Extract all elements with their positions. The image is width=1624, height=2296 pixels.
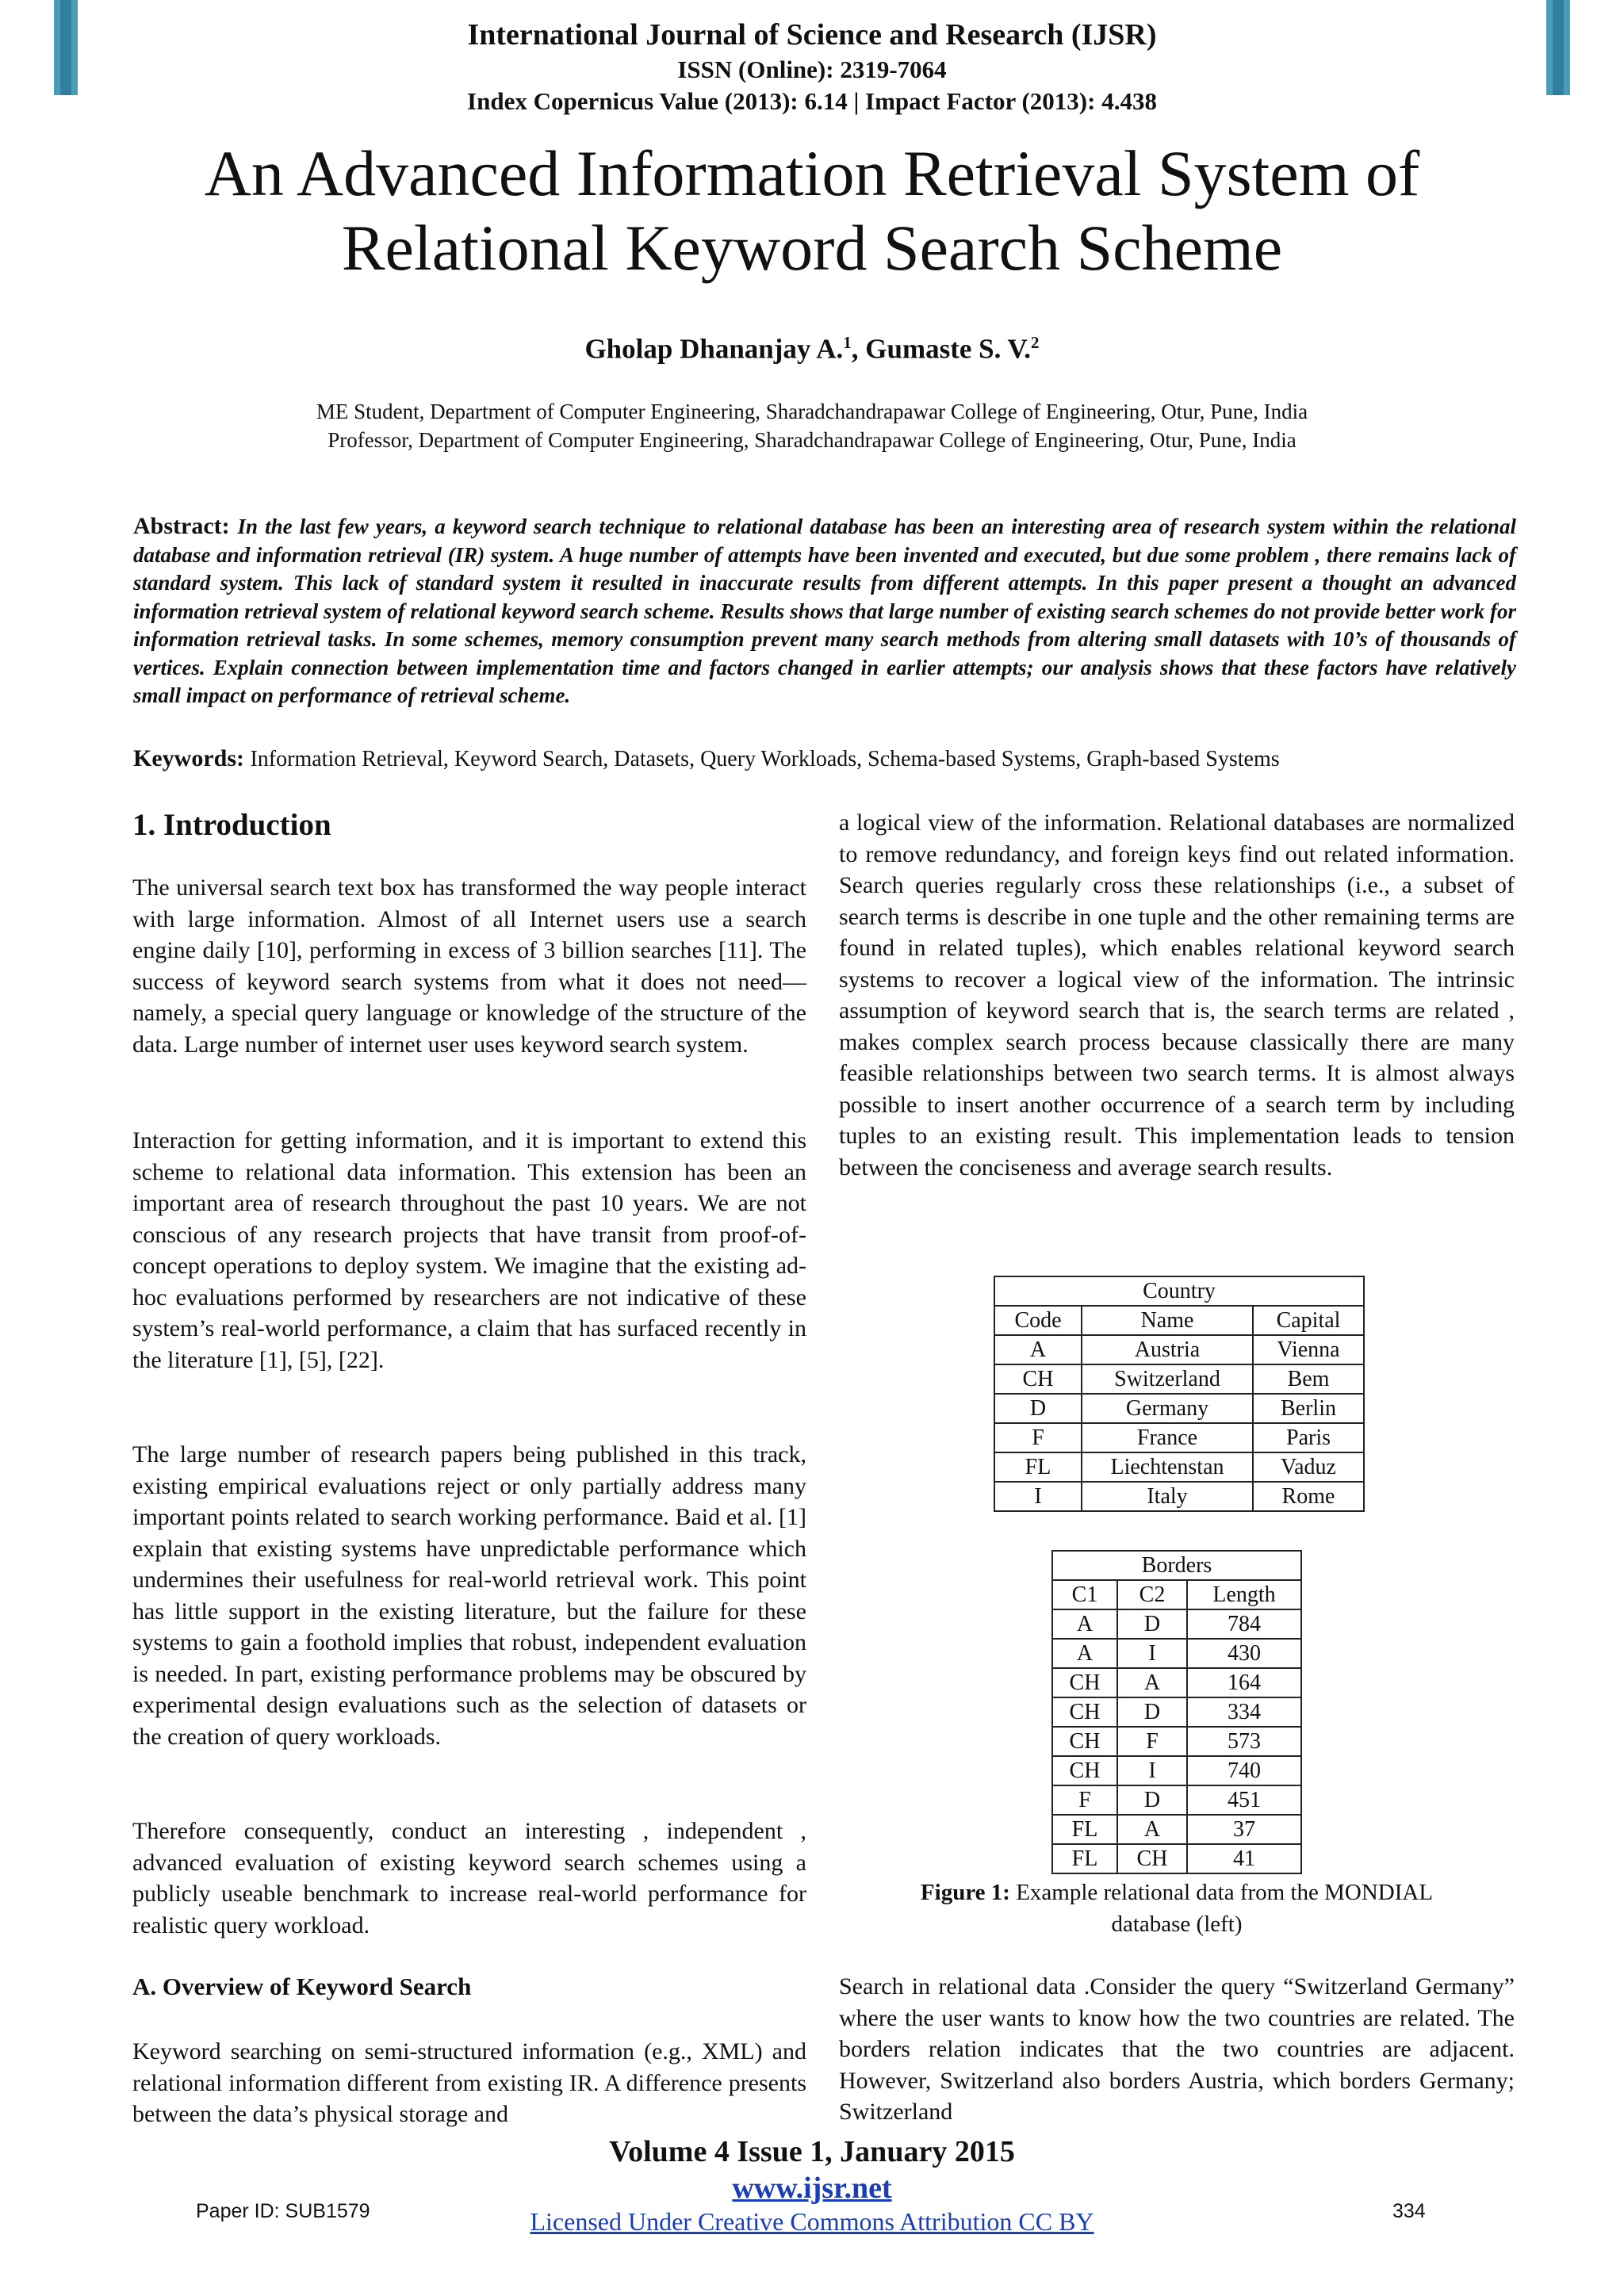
table-cell: Liechtenstan (1082, 1452, 1253, 1482)
table-cell: I (1117, 1639, 1187, 1668)
table-cell: 37 (1187, 1815, 1301, 1844)
table-cell: F (1052, 1785, 1117, 1815)
table-cell: A (1117, 1815, 1187, 1844)
keywords-label: Keywords: (133, 745, 251, 771)
figure-caption-line-2: database (left) (1111, 1911, 1243, 1937)
table-cell: FL (1052, 1815, 1117, 1844)
table-row (1052, 1727, 1301, 1756)
column-header: Capital (1253, 1306, 1364, 1335)
table-cell: 740 (1187, 1756, 1301, 1785)
table-row (1052, 1815, 1301, 1844)
keywords (133, 745, 1516, 772)
table-cell: CH (1052, 1756, 1117, 1785)
section-heading-introduction: 1. Introduction (132, 808, 331, 842)
affiliation-1: ME Student, Department of Computer Engineering, Sharadchandrapawar College of Engineering, Otur, Pune, India (316, 400, 1308, 423)
paper-title (79, 136, 1545, 285)
table-cell: Berlin (1253, 1394, 1364, 1423)
table-caption: Country (994, 1276, 1364, 1306)
table-cell: F (994, 1423, 1082, 1452)
abstract-label: Abstract: (133, 513, 238, 539)
table-cell: France (1082, 1423, 1253, 1452)
table-cell: A (1052, 1639, 1117, 1668)
table-cell: 784 (1187, 1609, 1301, 1639)
table-row (1052, 1697, 1301, 1727)
table-cell: Switzerland (1082, 1364, 1253, 1394)
table-cell: Bem (1253, 1364, 1364, 1394)
table-cell: Rome (1253, 1482, 1364, 1511)
figure-caption-line-1: Example relational data from the MONDIAL (1009, 1880, 1434, 1905)
abstract-text: In the last few years, a keyword search technique to relational database has been an interesting area of research system within the relational database and information retrieval (IR) system. A huge number of attempts have been invented and executed, but due some problem , there remains lack of standard system. This lack of standard system it resulted in inaccurate results from different attempts. In this paper present a thought an advanced information retrieval system of relational keyword search scheme. Results shows that large number of existing search schemes do not provide better work for information retrieval tasks. In some schemes, memory consumption prevent many search methods from altering small datasets with 10’s of thousands of vertices. Explain connection between implementation time and factors changed in earlier attempts; our analysis shows that these factors have relatively small impact on performance of retrieval scheme. (133, 515, 1516, 707)
table-cell: CH (994, 1364, 1082, 1394)
table-row (1052, 1639, 1301, 1668)
paragraph-text: The large number of research papers being published in this track, existing empirical evaluations reject or only partially address many important points related to search working performance. Baid et al. [1] explain that existing systems have unpredictable performance which undermines their usefulness for real-world retrieval work. This point has little support in the existing literature, but the failure for these systems to gain a foothold implies that robust, independent evaluation is needed. In part, existing performance problems may be obscured by experimental design evaluations such as the selection of datasets or the creation of query workloads. (132, 1441, 806, 1750)
keywords-text: Information Retrieval, Keyword Search, Datasets, Query Workloads, Schema-based Systems, Graph-based Systems (250, 747, 1280, 771)
table-row (1052, 1668, 1301, 1697)
paragraph-text: Therefore consequently, conduct an interesting , independent , advanced evaluation of existing keyword search schemes using a publicly useable benchmark to increase real-world performance for realistic query workload. (132, 1818, 806, 1938)
table-cell: CH (1052, 1697, 1117, 1727)
table-cell: I (1117, 1756, 1187, 1785)
author-2-sup: 2 (1031, 333, 1040, 352)
index-impact: Index Copernicus Value (2013): 6.14 | Impact Factor (2013): 4.438 (467, 87, 1157, 115)
table-row (994, 1335, 1364, 1364)
table-cell: D (1117, 1785, 1187, 1815)
table-row (1052, 1756, 1301, 1785)
column-header: Name (1082, 1306, 1253, 1335)
table-caption: Borders (1052, 1551, 1301, 1580)
column-header: C2 (1117, 1580, 1187, 1609)
country-table (994, 1276, 1365, 1512)
title-line-1: An Advanced Information Retrieval System of (204, 137, 1420, 209)
intro-paragraph-3 (132, 1439, 806, 1752)
issn: ISSN (Online): 2319-7064 (677, 55, 947, 83)
table-cell: A (1117, 1668, 1187, 1697)
table-cell: 430 (1187, 1639, 1301, 1668)
table-cell: 334 (1187, 1697, 1301, 1727)
authors (0, 333, 1624, 365)
table-row (1052, 1785, 1301, 1815)
intro-paragraph-1 (132, 872, 806, 1060)
table-cell: 41 (1187, 1844, 1301, 1873)
table-cell: FL (994, 1452, 1082, 1482)
paragraph-text: The universal search text box has transformed the way people interact with large information. Almost of all Internet users use a search engine daily [10], performing in excess of 3 billion searches [11]. The success of keyword search systems from what it does not need—namely, a special query language or knowledge of the structure of the data. Large number of internet user uses keyword search system. (132, 874, 806, 1058)
figure-caption (839, 1877, 1515, 1940)
table-cell: 573 (1187, 1727, 1301, 1756)
table-cell: A (994, 1335, 1082, 1364)
table-cell: Vaduz (1253, 1452, 1364, 1482)
footer-page-number: 334 (1392, 2200, 1426, 2222)
paragraph-text: Keyword searching on semi-structured information (e.g., XML) and relational information different from existing IR. A difference presents between the data’s physical storage and (132, 2038, 806, 2127)
paragraph-text: Search in relational data .Consider the query “Switzerland Germany” where the user wants to know how the two countries are related. The borders relation indicates that the two countries are adjacent. However, Switzerland also borders Austria, which borders Germany; Switzerland (839, 1973, 1515, 2125)
column-header: C1 (1052, 1580, 1117, 1609)
table-row (994, 1394, 1364, 1423)
table-cell: Vienna (1253, 1335, 1364, 1364)
table-cell: D (1117, 1697, 1187, 1727)
table-cell: Italy (1082, 1482, 1253, 1511)
author-1: Gholap Dhananjay A. (584, 333, 844, 365)
table-row (1052, 1844, 1301, 1873)
paragraph-text: a logical view of the information. Relational databases are normalized to remove redundancy, and foreign keys find out related information. Search queries regularly cross these relationships (i.e., a subset of search terms is describe in one tuple and the other remaining terms are found in related tuples), which enables relational keyword search systems to recover a logical view of the information. The intrinsic assumption of keyword search that is, the search terms are related , makes complex search process because classically there are many feasible relationships between two search terms. It is almost always possible to insert another occurrence of a search term by including tuples to an existing result. This implementation leads to tension between the conciseness and average search results. (839, 809, 1515, 1181)
table-cell: CH (1052, 1668, 1117, 1697)
table-cell: Germany (1082, 1394, 1253, 1423)
table-caption-row (994, 1276, 1364, 1306)
borders-table (1051, 1550, 1302, 1874)
figure-label: Figure 1: (920, 1880, 1010, 1905)
abstract (133, 512, 1516, 710)
table-cell: 164 (1187, 1668, 1301, 1697)
journal-name: International Journal of Science and Research (IJSR) (467, 18, 1157, 52)
right-paragraph-2 (839, 1971, 1515, 2128)
table-cell: I (994, 1482, 1082, 1511)
table-cell: CH (1052, 1727, 1117, 1756)
author-separator: , (851, 333, 866, 365)
table-header-row (994, 1306, 1364, 1335)
footer-volume: Volume 4 Issue 1, January 2015 (609, 2135, 1015, 2168)
table-cell: CH (1117, 1844, 1187, 1873)
table-cell: FL (1052, 1844, 1117, 1873)
author-2: Gumaste S. V. (865, 333, 1032, 365)
intro-paragraph-4 (132, 1816, 806, 1941)
table-cell: D (1117, 1609, 1187, 1639)
author-1-sup: 1 (843, 333, 852, 352)
table-cell: Paris (1253, 1423, 1364, 1452)
right-paragraph-1 (839, 807, 1515, 1183)
paragraph-text: Interaction for getting information, and it is important to extend this scheme to relational data information. This extension has been an important area of research throughout the past 10 years. We are not conscious of any research projects that have transit from proof-of-concept operations to deploy system. We imagine that the existing ad-hoc evaluations performed by researchers are not indicative of these system’s real-world performance, a claim that has surfaced recently in the literature [1], [5], [22]. (132, 1127, 806, 1373)
footer-license-link[interactable]: Licensed Under Creative Commons Attribution CC BY (530, 2207, 1094, 2236)
table-row (994, 1482, 1364, 1511)
overview-paragraph (132, 2036, 806, 2130)
footer-url-link[interactable]: www.ijsr.net (732, 2172, 892, 2205)
column-header: Code (994, 1306, 1082, 1335)
table-cell: Austria (1082, 1335, 1253, 1364)
table-row (994, 1452, 1364, 1482)
subsection-heading-overview: A. Overview of Keyword Search (132, 1973, 472, 2000)
table-cell: 451 (1187, 1785, 1301, 1815)
table-row (994, 1364, 1364, 1394)
intro-paragraph-2 (132, 1125, 806, 1376)
table-row (1052, 1609, 1301, 1639)
footer-paper-id: Paper ID: SUB1579 (196, 2200, 370, 2222)
table-row (994, 1423, 1364, 1452)
title-line-2: Relational Keyword Search Scheme (341, 212, 1283, 284)
table-cell: A (1052, 1609, 1117, 1639)
table-caption-row (1052, 1551, 1301, 1580)
affiliation-2: Professor, Department of Computer Engineering, Sharadchandrapawar College of Engineering, Otur, Pune, India (327, 428, 1297, 452)
table-cell: D (994, 1394, 1082, 1423)
column-header: Length (1187, 1580, 1301, 1609)
table-header-row (1052, 1580, 1301, 1609)
table-cell: F (1117, 1727, 1187, 1756)
